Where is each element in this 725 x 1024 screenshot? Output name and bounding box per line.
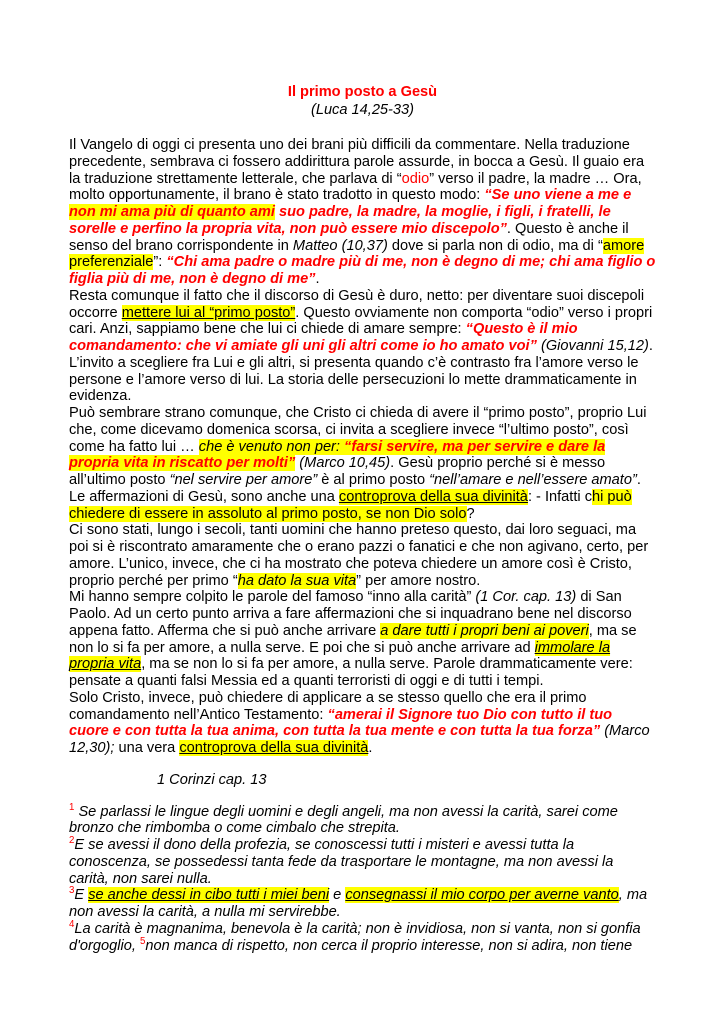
text-run: ”: bbox=[153, 254, 167, 271]
italic-text: (Marco bbox=[600, 723, 650, 740]
body-line bbox=[69, 539, 656, 556]
red-quote: figlia più di me, non è degno di me” bbox=[69, 271, 316, 288]
text-run: , ma se non lo si fa per amore, a nulla serve. Parole drammaticamente vere: bbox=[141, 656, 633, 673]
red-quote: odio bbox=[401, 170, 430, 187]
text-run: ” per amore nostro. bbox=[356, 572, 481, 589]
italic-text: d'orgoglio, bbox=[69, 937, 140, 954]
reading-line bbox=[69, 935, 656, 955]
body-line bbox=[69, 171, 656, 188]
italic-text: E se avessi il dono della profezia, se conoscessi tutti i misteri e avessi tutta la bbox=[74, 837, 575, 854]
highlighted-text: amore bbox=[602, 237, 645, 254]
body-line bbox=[69, 489, 656, 506]
italic-text: , ma bbox=[618, 887, 648, 904]
body-line bbox=[69, 388, 656, 405]
text-run: persone e l’amore verso di lui. La storia delle persecuzioni lo mette drammaticamente in bbox=[69, 371, 637, 388]
red-quote: “Questo è il mio bbox=[465, 321, 578, 338]
body-line bbox=[69, 740, 656, 757]
text-run: Può sembrare strano comunque, che Cristo ci chieda di avere il “primo posto”, proprio Lui bbox=[69, 405, 647, 422]
italic-text: Se parlassi le lingue degli uomini e degli angeli, ma non avessi la carità, sarei come bbox=[74, 803, 618, 820]
body-line bbox=[69, 472, 656, 489]
text-run: Mi hanno sempre colpito le parole del famoso “inno alla carità” bbox=[69, 589, 476, 606]
text-run: evidenza. bbox=[69, 388, 132, 405]
text-run: è al primo posto bbox=[317, 472, 430, 489]
reading-line bbox=[69, 904, 656, 921]
red-quote: cuore e con tutta la tua anima, con tutta la tua mente e con tutta la tua forza” bbox=[69, 723, 601, 740]
italic-text: e bbox=[329, 887, 346, 904]
italic-text: bronzo che rimbomba o come cimbalo che strepita. bbox=[69, 820, 400, 837]
body-line bbox=[69, 271, 656, 288]
text-run: precedente, sembrava ci fossero addirittura parole assurde, in bocca a Gesù. Il guaio era bbox=[69, 153, 645, 170]
body-line bbox=[69, 305, 656, 322]
text-run: . bbox=[368, 740, 373, 757]
body-line bbox=[69, 606, 656, 623]
highlighted-text: se anche dessi in cibo tutti i miei beni bbox=[88, 887, 330, 904]
italic-text: E bbox=[74, 887, 89, 904]
italic-text: non avessi la carità, a nulla mi servirebbe. bbox=[69, 904, 341, 921]
verse-number: 4 bbox=[69, 918, 75, 930]
body-line bbox=[69, 455, 656, 472]
italic-text: (Giovanni 15,12) bbox=[536, 338, 649, 355]
text-run: ? bbox=[466, 505, 475, 522]
text-run: una vera bbox=[114, 740, 180, 757]
verse-number: 5 bbox=[139, 935, 146, 947]
red-quote: suo padre, la madre, la moglie, i figli, i fratelli, le bbox=[274, 204, 611, 221]
highlighted-text: consegnassi il mio corpo per averne vanto bbox=[345, 887, 619, 904]
body-line bbox=[69, 288, 656, 305]
text-run: proprio perché per primo “ bbox=[69, 572, 238, 589]
red-quote: “amerai il Signore tuo Dio con tutto il tuo bbox=[327, 706, 613, 723]
text-run: poi si è riscontrato amaramente che o erano pazzi o fanatici e che non agivano, certo, per bbox=[69, 539, 649, 556]
body-line bbox=[69, 355, 656, 372]
highlighted-text: immolare la bbox=[534, 639, 611, 656]
italic-text: “nel servire per amore” bbox=[169, 472, 318, 489]
highlighted-text: controprova della sua divinità bbox=[179, 740, 369, 757]
body-line bbox=[69, 556, 656, 573]
text-run: Solo Cristo, invece, può chiedere di applicare a se stesso quello che era il primo bbox=[69, 689, 587, 706]
body-line bbox=[69, 338, 656, 355]
text-run: : - Infatti c bbox=[527, 488, 593, 505]
italic-text: “nell’amare e nell’essere amato” bbox=[429, 472, 637, 489]
text-run: di San bbox=[576, 589, 622, 606]
text-run: . bbox=[636, 472, 641, 489]
body-line bbox=[69, 439, 656, 456]
body-line bbox=[69, 372, 656, 389]
body-line bbox=[69, 154, 656, 171]
body-line bbox=[69, 640, 656, 657]
body-line bbox=[69, 422, 656, 439]
italic-text: La carità è magnanima, benevola è la carità; non è invidiosa, non si vanta, non si gonfia bbox=[74, 920, 641, 937]
text-run: . bbox=[315, 271, 320, 288]
highlighted-text: propria vita bbox=[69, 656, 142, 673]
red-quote: sorelle e perfino la propria vita, non può essere mio discepolo” bbox=[69, 220, 507, 237]
highlighted-text: chiedere di essere in assoluto al primo posto, se non Dio solo bbox=[69, 505, 467, 522]
italic-text: Matteo (10,37) bbox=[292, 237, 388, 254]
body-line bbox=[69, 321, 656, 338]
text-run: . Questo è anche il bbox=[506, 220, 629, 237]
reading-line bbox=[69, 820, 656, 837]
text-run: che, come dicevamo domenica scorsa, ci invita a scegliere invece “l’ultimo posto”, così bbox=[69, 421, 629, 438]
document-title: Il primo posto a Gesù bbox=[287, 83, 438, 100]
body-line bbox=[69, 187, 656, 204]
body-line bbox=[69, 623, 656, 640]
reading-passage bbox=[69, 801, 656, 955]
text-run: Le affermazioni di Gesù, sono anche una bbox=[69, 488, 339, 505]
text-run: Resta comunque il fatto che il discorso di Gesù è duro, netto: per diventare suoi discepoli bbox=[69, 287, 645, 304]
text-run: non lo si fa per amore, a nulla serve. E poi che si può anche arrivare ad bbox=[69, 639, 535, 656]
highlighted-text: hi può bbox=[592, 488, 632, 505]
text-run: molto opportunamente, il brano è stato tradotto in questo modo: bbox=[69, 187, 485, 204]
body-line bbox=[69, 522, 656, 539]
text-run: . bbox=[648, 338, 653, 355]
text-run: come ha fatto lui … bbox=[69, 438, 199, 455]
text-run: ” verso il padre, la madre … Ora, bbox=[429, 170, 642, 187]
body-line bbox=[69, 723, 656, 740]
text-run: Ci sono stati, lungo i secoli, tanti uomini che hanno preteso questo, dai loro seguaci, ma bbox=[69, 522, 637, 539]
text-run: appena fatto. Afferma che si può anche arrivare bbox=[69, 622, 381, 639]
highlighted-text: non mi ama più di quanto ami bbox=[69, 204, 275, 221]
highlighted-text: che è venuto non per: bbox=[198, 438, 345, 455]
body-line bbox=[69, 707, 656, 724]
text-run: occorre bbox=[69, 304, 122, 321]
reading-line bbox=[69, 918, 656, 938]
reading-line bbox=[69, 801, 656, 821]
italic-text: (Marco 10,45) bbox=[295, 455, 391, 472]
highlighted-text: preferenziale bbox=[69, 254, 154, 271]
reading-line bbox=[69, 871, 656, 888]
text-run: comandamento nell’Antico Testamento: bbox=[69, 706, 328, 723]
text-run: Il Vangelo di oggi ci presenta uno dei brani più difficili da commentare. Nella traduzione bbox=[69, 137, 630, 154]
text-run: senso del brano corrispondente in bbox=[69, 237, 293, 254]
reading-line bbox=[69, 887, 656, 904]
italic-text: non manca di rispetto, non cerca il proprio interesse, non si adira, non tiene bbox=[145, 937, 633, 954]
body-line bbox=[69, 690, 656, 707]
italic-text: carità, non sarei nulla. bbox=[69, 870, 212, 887]
highlighted-text: “farsi servire, ma per servire e dare la bbox=[344, 438, 606, 455]
highlighted-text: mettere lui al “primo posto” bbox=[121, 304, 296, 321]
italic-text: conoscenza, se possedessi tanta fede da trasportare le montagne, ma non avessi la bbox=[69, 853, 614, 870]
text-run: cari. Anzi, sappiamo bene che lui ci chiede di amare sempre: bbox=[69, 321, 466, 338]
reading-line bbox=[69, 837, 656, 854]
text-run: . Questo ovviamente non comporta “odio” verso i propri bbox=[295, 304, 653, 321]
body-line bbox=[69, 254, 656, 271]
text-run: la traduzione strettamente letterale, che parlava di “ bbox=[69, 170, 402, 187]
highlighted-text: controprova della sua divinità bbox=[338, 488, 528, 505]
italic-text: (1 Cor. cap. 13) bbox=[475, 589, 577, 606]
text-run: L’invito a scegliere fra Lui e gli altri, si presenta quando c’è contrasto fra l’amore verso le bbox=[69, 354, 639, 371]
text-run: dove si parla non di odio, ma di “ bbox=[387, 237, 603, 254]
body-line bbox=[69, 405, 656, 422]
commentary-body bbox=[69, 137, 656, 757]
text-run: all’ultimo posto bbox=[69, 472, 170, 489]
body-line bbox=[69, 673, 656, 690]
verse-number: 1 bbox=[69, 801, 75, 813]
body-line bbox=[69, 238, 656, 255]
body-line bbox=[69, 204, 656, 221]
body-line bbox=[69, 221, 656, 238]
red-quote: “Chi ama padre o madre più di me, non è degno di me; chi ama figlio o bbox=[166, 254, 656, 271]
text-run: , ma se bbox=[588, 622, 637, 639]
red-quote: “Se uno viene a me e bbox=[484, 187, 632, 204]
verse-number: 2 bbox=[69, 835, 75, 847]
text-run: . Gesù proprio perché si è messo bbox=[390, 455, 606, 472]
verse-number: 3 bbox=[69, 885, 75, 897]
document-subtitle: (Luca 14,25-33) bbox=[310, 101, 415, 118]
body-line bbox=[69, 573, 656, 590]
text-run: pensate a quanti falsi Messia ed a quanti terroristi di oggi e di tutti i tempi. bbox=[69, 673, 544, 690]
red-quote: comandamento: che vi amiate gli uni gli altri come io ho amato voi” bbox=[69, 338, 537, 355]
body-line bbox=[69, 506, 656, 523]
italic-text: 12,30); bbox=[69, 740, 115, 757]
body-line bbox=[69, 589, 656, 606]
highlighted-text: ha dato la sua vita bbox=[237, 572, 357, 589]
reading-line bbox=[69, 854, 656, 871]
body-line bbox=[69, 656, 656, 673]
body-line bbox=[69, 137, 656, 154]
highlighted-text: a dare tutti i propri beni ai poveri bbox=[380, 622, 589, 639]
highlighted-text: propria vita in riscatto per molti” bbox=[69, 455, 296, 472]
text-run: amore. L’unico, invece, che ci ha mostrato che poteva chiedere un amore così è Cristo, bbox=[69, 555, 632, 572]
reading-heading: 1 Corinzi cap. 13 bbox=[157, 771, 267, 788]
text-run: Paolo. Ad un certo punto arriva a fare affermazioni che si inquadrano bene nel discorso bbox=[69, 606, 632, 623]
